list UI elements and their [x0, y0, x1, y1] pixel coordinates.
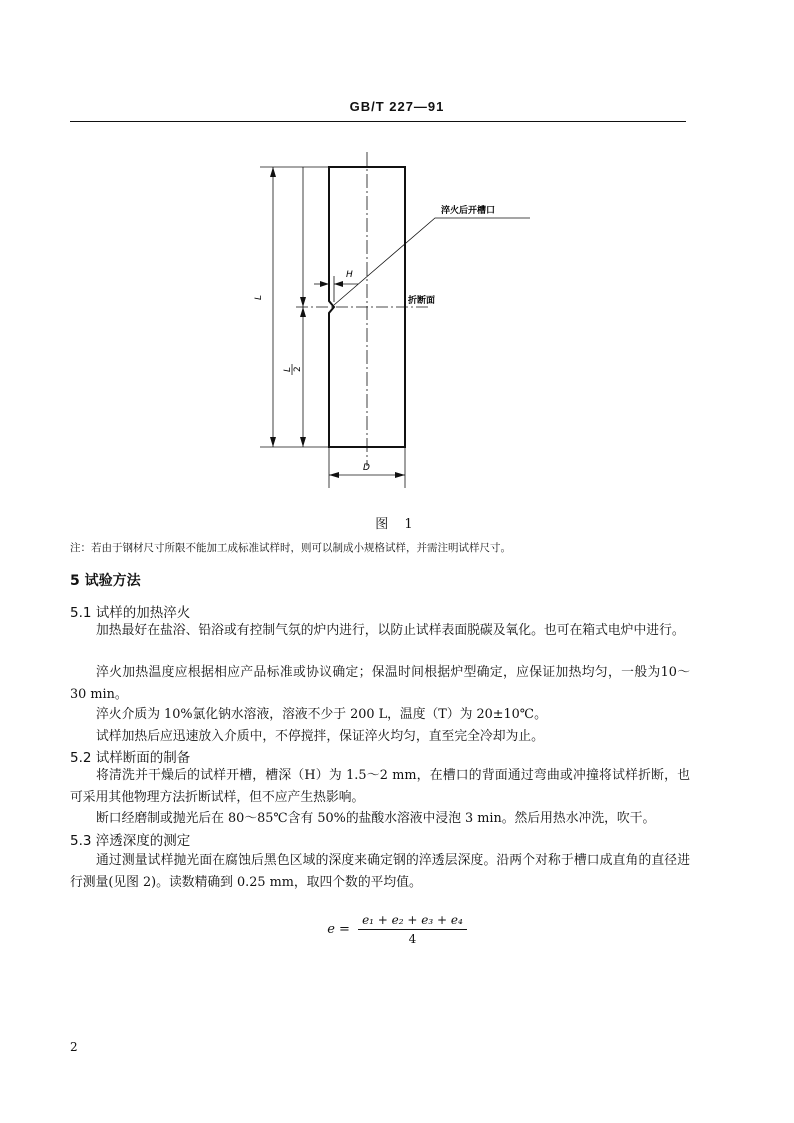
notch-leader [334, 218, 530, 305]
section-5-1-para-2: 淬火加热温度应根据相应产品标准或协议确定；保温时间根据炉型确定，应保证加热均匀，一般为10～30 min。 [70, 665, 690, 702]
formula-denominator: 4 [408, 932, 417, 946]
average-formula [0, 913, 794, 946]
formula-fraction [358, 913, 467, 946]
fracture-surface-label: 折断面 [408, 296, 436, 306]
specimen-figure [240, 150, 540, 499]
H-label: H [346, 270, 353, 280]
figure-caption: 图 1 [375, 517, 419, 532]
section-5-1-title: 5.1 试样的加热淬火 [70, 605, 191, 621]
section-5-title: 5 试验方法 [70, 573, 141, 589]
section-5-2-para-1: 将清洗并干燥后的试样开槽，槽深（H）为 1.5～2 mm，在槽口的背面通过弯曲或冲撞将试样折断，也可采用其他物理方法折断试样，但不应产生热影响。 [70, 768, 690, 805]
L-label: L [254, 294, 264, 300]
section-5-3-para-1: 通过测量试样抛光面在腐蚀后黑色区域的深度来确定钢的淬透层深度。沿两个对称于槽口成直角的直径进行测量(见图 2)。读数精确到 0.25 mm，取四个数的平均值。 [70, 853, 690, 890]
header-rule [70, 121, 686, 122]
notch-label: 淬火后开槽口 [441, 206, 496, 216]
figure-note: 注：若由于钢材尺寸所限不能加工成标准试样时，则可以制成小规格试样，并需注明试样尺寸。 [70, 542, 511, 554]
formula-numerator: e₁ + e₂ + e₃ + e₄ [358, 913, 467, 930]
specimen-diagram [240, 150, 540, 495]
section-5-1-para-3: 淬火介质为 10%氯化钠水溶液，溶液不少于 200 L，温度（T）为 20±10℃。 [96, 707, 547, 722]
page-number: 2 [70, 1040, 78, 1054]
section-5-3-title: 5.3 淬透深度的测定 [70, 833, 191, 849]
section-5-1-para-4: 试样加热后应迅速放入介质中，不停搅拌，保证淬火均匀，直至完全冷却为止。 [96, 729, 544, 744]
L-half-numerator: L [283, 366, 293, 372]
L-half-denominator: 2 [293, 366, 303, 372]
D-label: D [363, 463, 370, 473]
section-5-1-para-1: 加热最好在盐浴、铅浴或有控制气氛的炉内进行，以防止试样表面脱碳及氧化。也可在箱式电炉中进行。 [96, 623, 685, 638]
section-5-2-para-2: 断口经磨制或抛光后在 80～85℃含有 50%的盐酸水溶液中浸泡 3 min。然后用热水冲洗，吹干。 [96, 811, 656, 826]
section-5-2-title: 5.2 试样断面的制备 [70, 750, 191, 766]
page-header: GB/T 227—91 [349, 99, 445, 114]
formula-lhs: e = [327, 922, 350, 937]
